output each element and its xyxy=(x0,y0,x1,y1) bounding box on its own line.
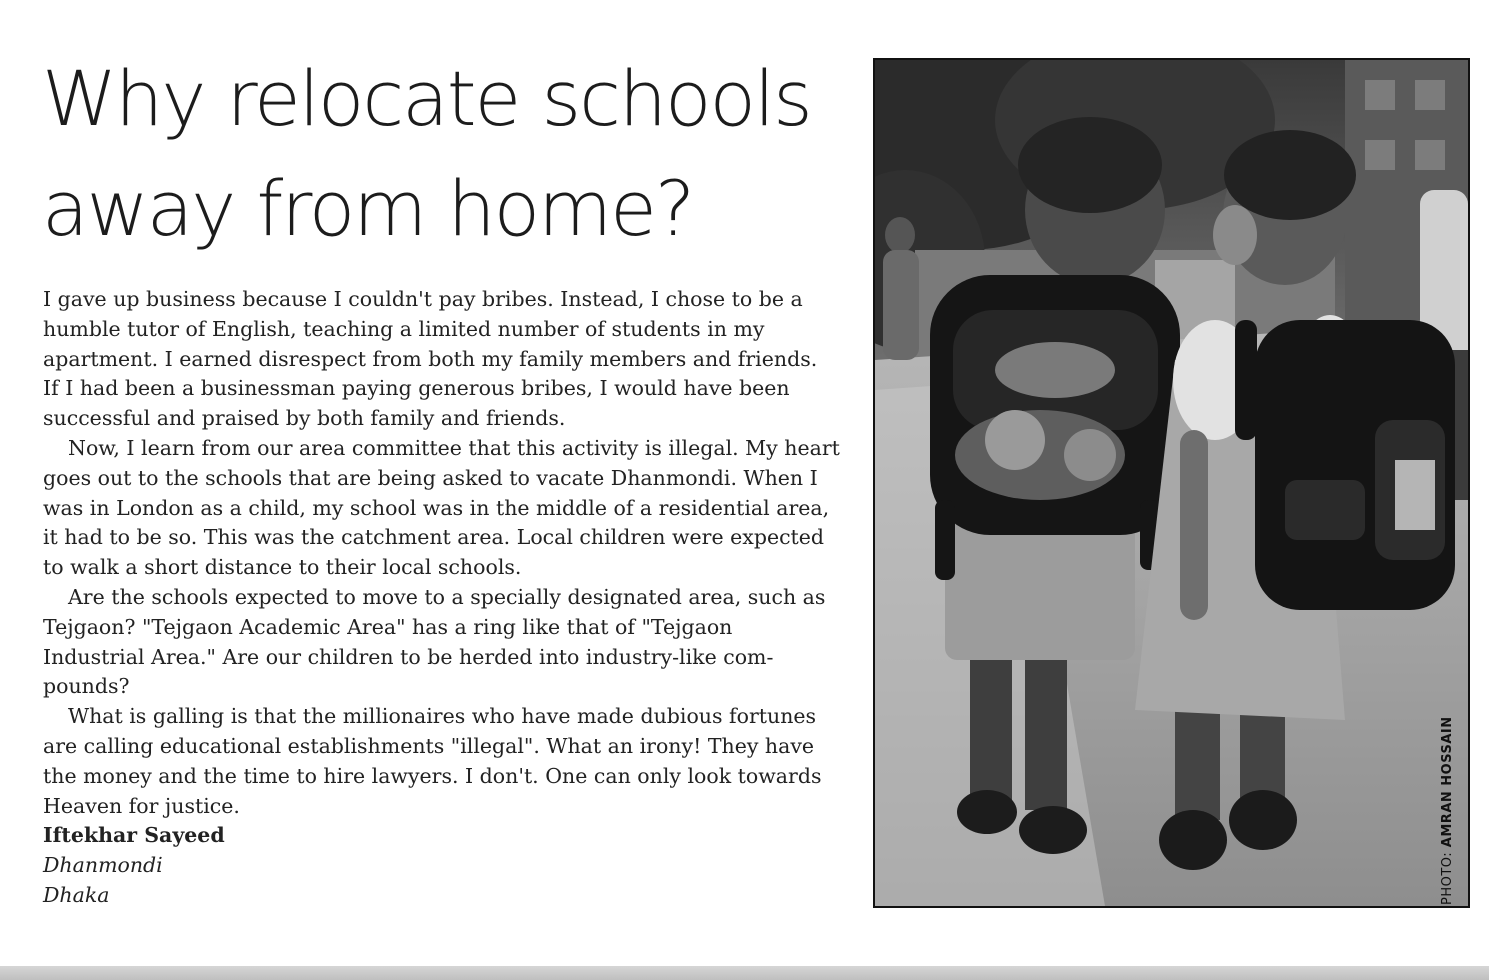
body-line: was in London as a child, my school was in the middle of a residential area, xyxy=(43,495,830,520)
schoolchildren-photo-illustration xyxy=(875,60,1468,906)
body-line: I gave up business because I couldn't pay bribes. Instead, I chose to be a xyxy=(43,287,803,311)
byline-name: Iftekhar Sayeed xyxy=(43,823,225,848)
body-line: it had to be so. This was the catchment area. Local children were expected xyxy=(43,525,825,550)
body-line: goes out to the schools that are being asked to vacate Dhanmondi. When I xyxy=(43,465,818,490)
byline-area: Dhanmondi xyxy=(43,853,163,878)
byline-city: Dhaka xyxy=(43,882,110,907)
headline xyxy=(42,44,872,264)
body-line: humble tutor of English, teaching a limited number of students in my xyxy=(43,316,765,341)
photo-credit xyxy=(1440,716,1455,905)
body-line: What is galling is that the millionaires who have made dubious fortunes xyxy=(68,704,817,729)
body-line: apartment. I earned disrespect from both my family members and friends. xyxy=(43,346,818,371)
body-line: Tejgaon? "Tejgaon Academic Area" has a ring like that of "Tejgaon xyxy=(43,614,733,639)
body-line: the money and the time to hire lawyers. I don't. One can only look towards xyxy=(43,763,822,788)
letter-body xyxy=(43,285,843,911)
body-line: successful and praised by both family and friends. xyxy=(43,406,566,431)
photo-credit-name: AMRAN HOSSAIN xyxy=(1440,716,1455,848)
body-line: are calling educational establishments "illegal". What an irony! They have xyxy=(43,733,815,758)
headline-line-1: Why relocate schools xyxy=(42,54,811,143)
body-line: Now, I learn from our area committee that this activity is illegal. My heart xyxy=(68,435,840,460)
body-line: Are the schools expected to move to a specially designated area, such as xyxy=(68,584,826,609)
body-line: If I had been a businessman paying generous bribes, I would have been xyxy=(43,376,790,401)
headline-line-2: away from home? xyxy=(42,164,694,253)
photo-credit-prefix: PHOTO: xyxy=(1440,847,1455,905)
body-line: Heaven for justice. xyxy=(43,793,240,818)
bottom-scroll-bar xyxy=(0,966,1489,980)
body-line: Industrial Area." Are our children to be herded into industry-like com- xyxy=(43,644,774,669)
body-line: to walk a short distance to their local schools. xyxy=(43,555,522,580)
body-line: pounds? xyxy=(43,674,130,699)
schoolchildren-photo xyxy=(873,58,1470,908)
